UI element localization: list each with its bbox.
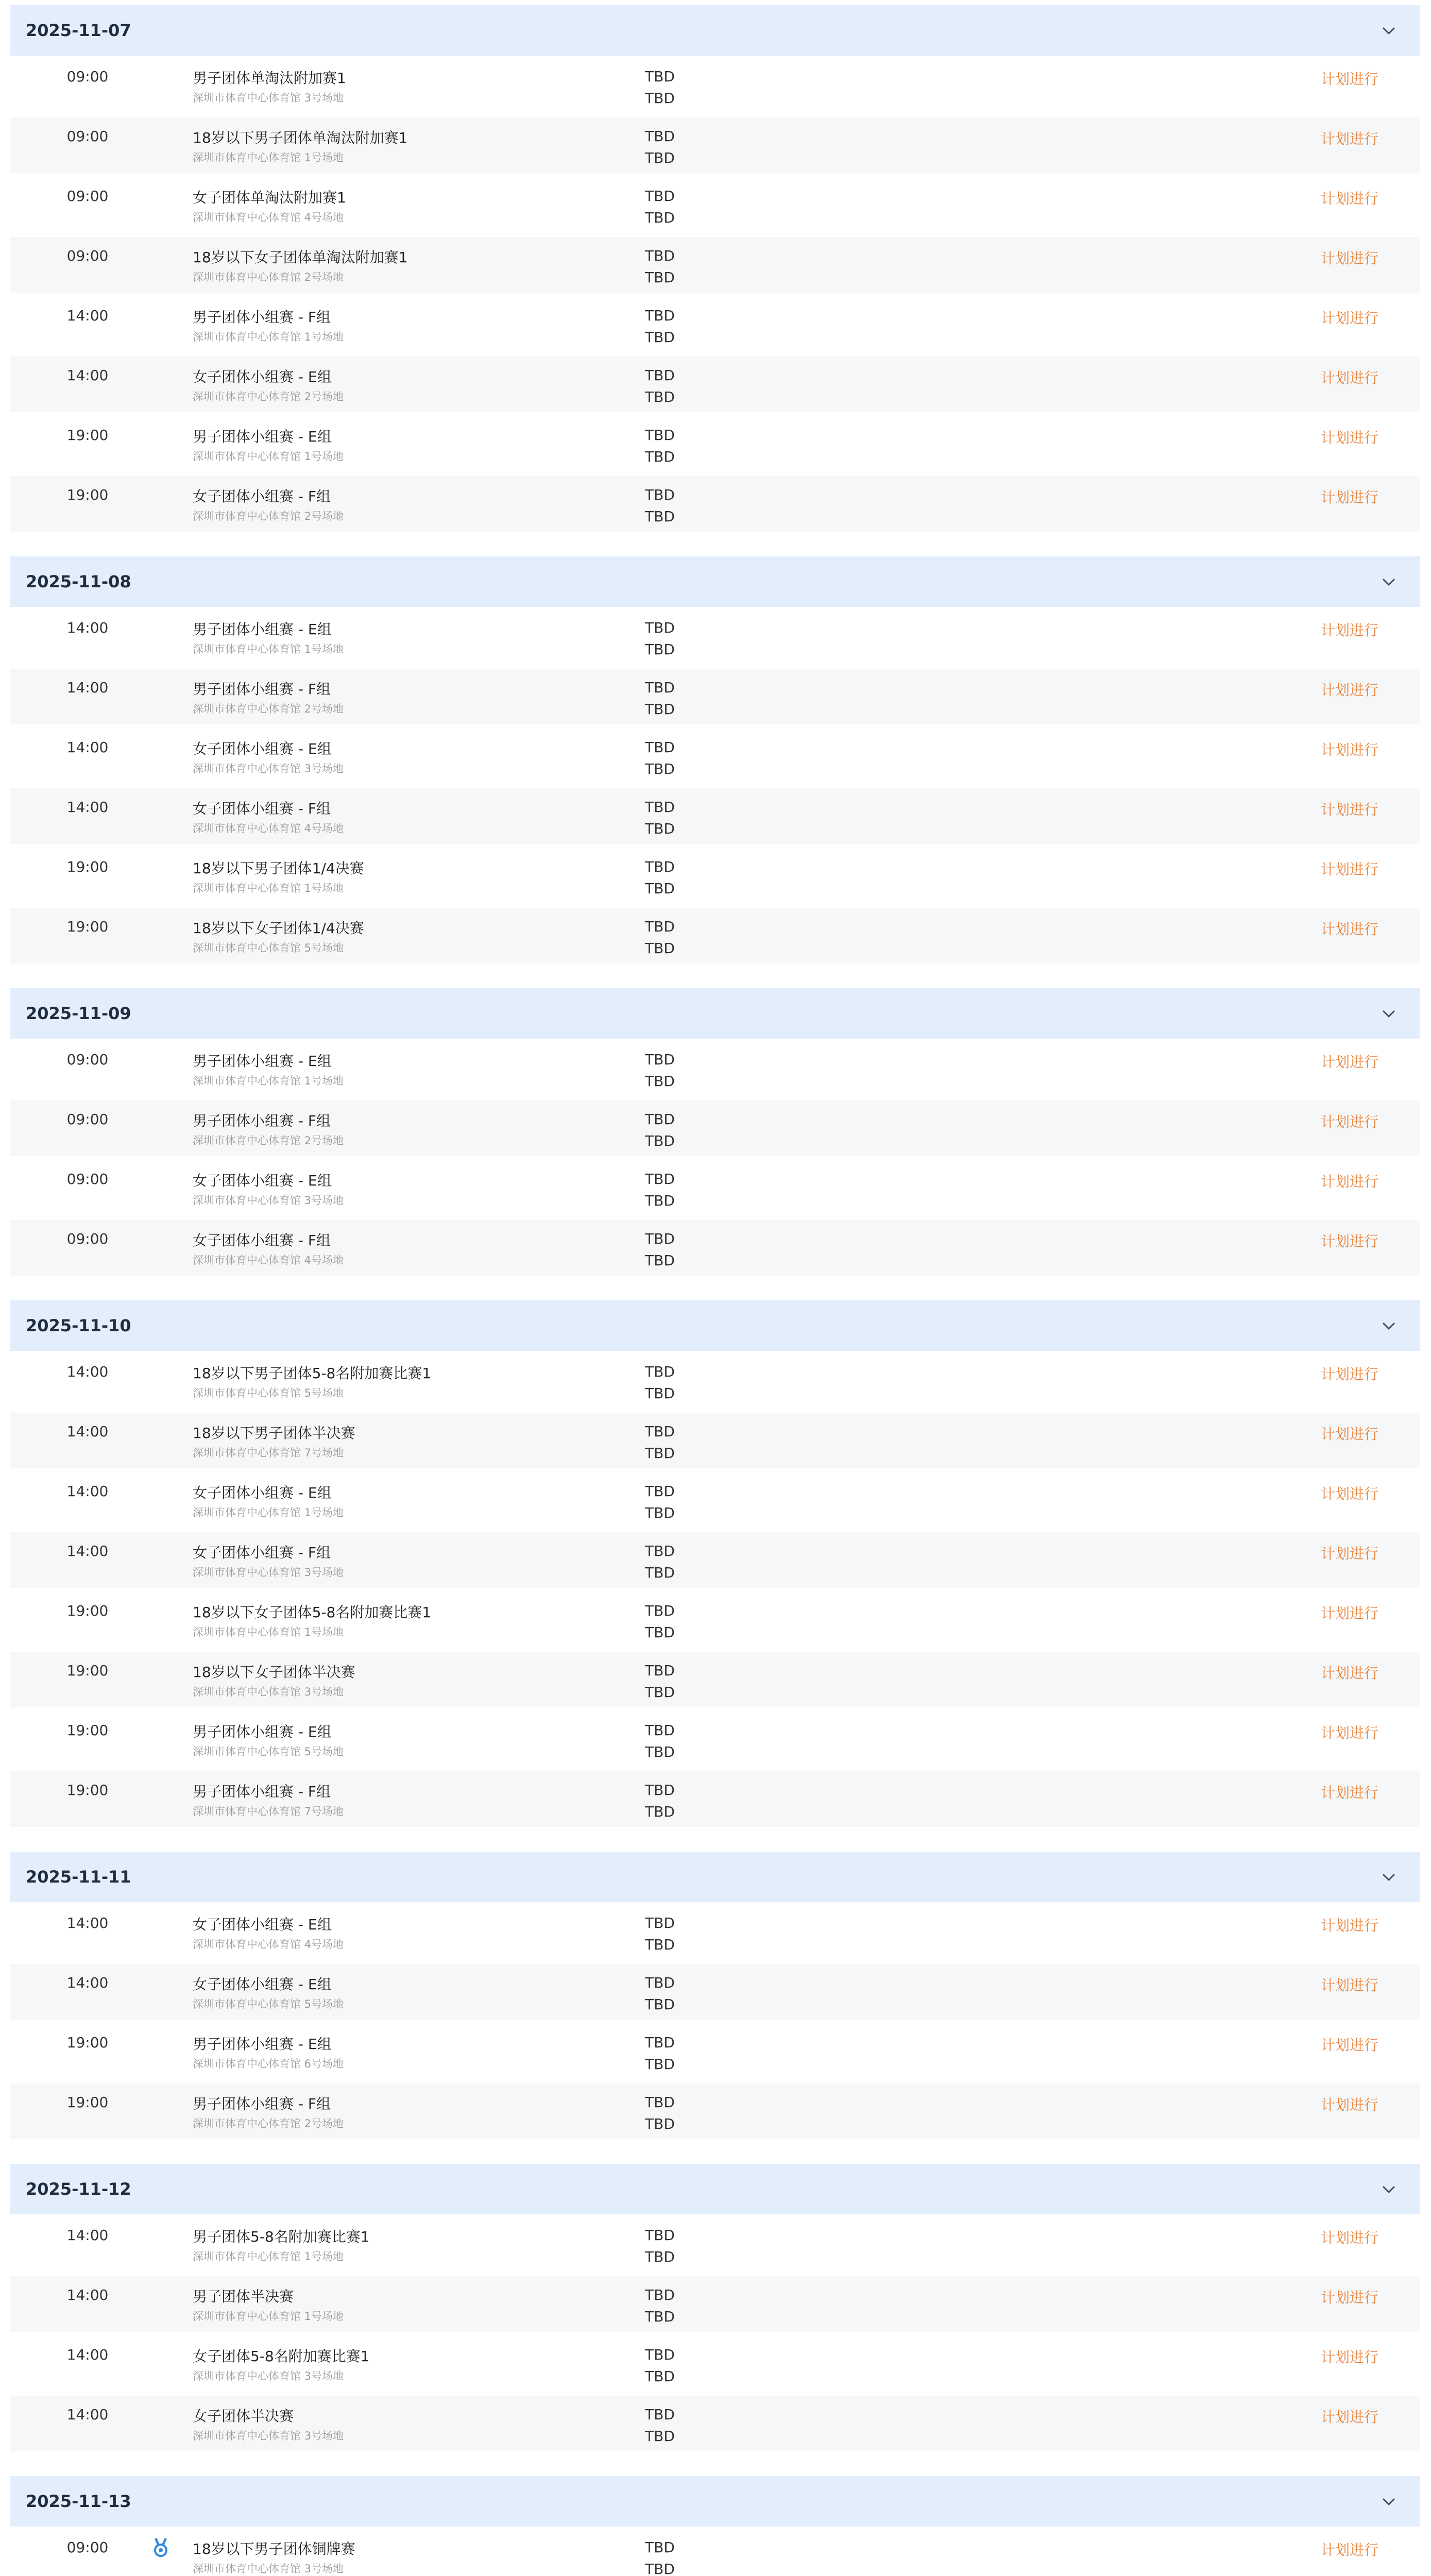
team-1: TBD <box>645 427 675 444</box>
match-row[interactable] <box>10 1472 1420 1528</box>
match-status: 计划进行 <box>1320 861 1378 878</box>
match-venue: 深圳市体育中心体育馆 3号场地 <box>193 2370 344 2382</box>
match-row[interactable] <box>10 1413 1420 1468</box>
match-row[interactable] <box>10 1353 1420 1409</box>
match-row[interactable] <box>10 1711 1420 1767</box>
match-status: 计划进行 <box>1320 801 1378 818</box>
match-time: 09:00 <box>66 2539 109 2556</box>
match-venue: 深圳市体育中心体育馆 2号场地 <box>193 703 344 715</box>
match-row[interactable] <box>10 1220 1420 1276</box>
section-date: 2025-11-10 <box>26 1316 131 1335</box>
match-title: 18岁以下女子团体5-8名附加赛比赛1 <box>193 1604 432 1621</box>
match-title: 男子团体小组赛 - F组 <box>193 681 331 698</box>
team-2: TBD <box>645 1936 675 1953</box>
team-1: TBD <box>645 1363 675 1380</box>
match-title: 18岁以下女子团体单淘汰附加赛1 <box>193 249 408 266</box>
match-status: 计划进行 <box>1320 1366 1378 1383</box>
team-2: TBD <box>645 90 675 107</box>
team-1: TBD <box>645 68 675 85</box>
team-2: TBD <box>645 149 675 166</box>
chevron-down-icon[interactable] <box>1378 1316 1399 1336</box>
team-1: TBD <box>645 2227 675 2244</box>
match-title: 18岁以下女子团体1/4决赛 <box>193 920 364 937</box>
team-2: TBD <box>645 388 675 405</box>
match-status: 计划进行 <box>1320 2289 1378 2306</box>
match-title: 男子团体小组赛 - E组 <box>193 1053 332 1070</box>
match-row[interactable] <box>10 237 1420 293</box>
match-row[interactable] <box>10 2396 1420 2451</box>
match-time: 14:00 <box>66 2346 109 2363</box>
section-date: 2025-11-07 <box>26 21 131 40</box>
date-section-header[interactable] <box>10 1300 1420 1351</box>
match-time: 14:00 <box>66 307 109 324</box>
match-status: 计划进行 <box>1320 1113 1378 1130</box>
match-venue: 深圳市体育中心体育馆 1号场地 <box>193 151 344 164</box>
section-date: 2025-11-12 <box>26 2179 131 2199</box>
match-status: 计划进行 <box>1320 1426 1378 1443</box>
team-2: TBD <box>645 1445 675 1462</box>
match-title: 男子团体小组赛 - F组 <box>193 1783 331 1800</box>
match-time: 14:00 <box>66 2406 109 2423</box>
match-time: 14:00 <box>66 367 109 384</box>
match-venue: 深圳市体育中心体育馆 3号场地 <box>193 1194 344 1207</box>
match-time: 19:00 <box>66 2094 109 2111</box>
team-1: TBD <box>645 2539 675 2556</box>
match-title: 女子团体小组赛 - E组 <box>193 368 332 385</box>
match-title: 18岁以下女子团体半决赛 <box>193 1664 355 1681</box>
team-2: TBD <box>645 641 675 658</box>
team-1: TBD <box>645 1051 675 1068</box>
match-row[interactable] <box>10 669 1420 724</box>
team-2: TBD <box>645 2368 675 2385</box>
match-status: 计划进行 <box>1320 310 1378 327</box>
chevron-down-icon[interactable] <box>1378 572 1399 592</box>
team-2: TBD <box>645 2561 675 2576</box>
team-2: TBD <box>645 1624 675 1641</box>
match-row[interactable] <box>10 476 1420 532</box>
date-section-header[interactable] <box>10 5 1420 56</box>
match-status: 计划进行 <box>1320 2409 1378 2426</box>
match-status: 计划进行 <box>1320 1665 1378 1682</box>
match-title: 女子团体小组赛 - E组 <box>193 740 332 757</box>
match-venue: 深圳市体育中心体育馆 3号场地 <box>193 1566 344 1579</box>
match-row[interactable] <box>10 788 1420 844</box>
match-title: 18岁以下男子团体单淘汰附加赛1 <box>193 129 408 146</box>
match-time: 19:00 <box>66 858 109 875</box>
match-time: 19:00 <box>66 1782 109 1799</box>
match-title: 女子团体小组赛 - F组 <box>193 1232 331 1249</box>
match-time: 19:00 <box>66 1722 109 1739</box>
match-row[interactable] <box>10 1041 1420 1096</box>
team-2: TBD <box>645 448 675 465</box>
match-time: 14:00 <box>66 1543 109 1560</box>
match-time: 09:00 <box>66 128 109 145</box>
match-row[interactable] <box>10 1904 1420 1960</box>
team-1: TBD <box>645 2094 675 2111</box>
match-title: 男子团体5-8名附加赛比赛1 <box>193 2228 370 2245</box>
match-row[interactable] <box>10 2336 1420 2392</box>
match-row[interactable] <box>10 1964 1420 2020</box>
match-time: 09:00 <box>66 1051 109 1068</box>
team-1: TBD <box>645 1662 675 1679</box>
match-row[interactable] <box>10 2529 1420 2576</box>
team-2: TBD <box>645 1192 675 1209</box>
match-row[interactable] <box>10 297 1420 352</box>
match-time: 14:00 <box>66 679 109 696</box>
match-time: 14:00 <box>66 1423 109 1440</box>
date-section-header[interactable] <box>10 556 1420 607</box>
chevron-down-icon[interactable] <box>1378 1867 1399 1888</box>
match-title: 女子团体小组赛 - E组 <box>193 1976 332 1993</box>
match-status: 计划进行 <box>1320 250 1378 267</box>
team-2: TBD <box>645 880 675 897</box>
match-time: 09:00 <box>66 188 109 205</box>
match-row[interactable] <box>10 1100 1420 1156</box>
match-venue: 深圳市体育中心体育馆 1号场地 <box>193 1626 344 1638</box>
team-1: TBD <box>645 679 675 696</box>
match-status: 计划进行 <box>1320 1054 1378 1071</box>
match-row[interactable] <box>10 357 1420 412</box>
team-1: TBD <box>645 1483 675 1500</box>
team-2: TBD <box>645 1996 675 2013</box>
team-1: TBD <box>645 486 675 503</box>
match-row[interactable] <box>10 416 1420 472</box>
match-venue: 深圳市体育中心体育馆 2号场地 <box>193 510 344 522</box>
match-status: 计划进行 <box>1320 130 1378 147</box>
match-title: 女子团体小组赛 - E组 <box>193 1172 332 1189</box>
match-title: 18岁以下男子团体5-8名附加赛比赛1 <box>193 1365 432 1382</box>
team-2: TBD <box>645 2248 675 2265</box>
match-status: 计划进行 <box>1320 1605 1378 1622</box>
match-venue: 深圳市体育中心体育馆 2号场地 <box>193 1134 344 1147</box>
match-status: 计划进行 <box>1320 2037 1378 2054</box>
match-status: 计划进行 <box>1320 429 1378 446</box>
team-1: TBD <box>645 2286 675 2303</box>
date-section-header[interactable] <box>10 1852 1420 1902</box>
match-venue: 深圳市体育中心体育馆 4号场地 <box>193 1938 344 1951</box>
match-row[interactable] <box>10 728 1420 784</box>
match-title: 女子团体小组赛 - E组 <box>193 1484 332 1501</box>
match-time: 09:00 <box>66 68 109 85</box>
match-time: 14:00 <box>66 2227 109 2244</box>
team-2: TBD <box>645 1252 675 1269</box>
match-time: 14:00 <box>66 1363 109 1380</box>
match-title: 女子团体小组赛 - E组 <box>193 1916 332 1933</box>
date-section-header[interactable] <box>10 2476 1420 2527</box>
match-venue: 深圳市体育中心体育馆 2号场地 <box>193 2117 344 2130</box>
team-1: TBD <box>645 1782 675 1799</box>
match-status: 计划进行 <box>1320 489 1378 506</box>
match-status: 计划进行 <box>1320 71 1378 88</box>
match-time: 09:00 <box>66 1230 109 1247</box>
section-date: 2025-11-08 <box>26 572 131 591</box>
team-1: TBD <box>645 2406 675 2423</box>
match-venue: 深圳市体育中心体育馆 3号场地 <box>193 2430 344 2442</box>
match-row[interactable] <box>10 908 1420 963</box>
section-date: 2025-11-09 <box>26 1004 131 1023</box>
match-status: 计划进行 <box>1320 2229 1378 2246</box>
team-1: TBD <box>645 1722 675 1739</box>
match-title: 男子团体半决赛 <box>193 2288 294 2305</box>
section-date: 2025-11-11 <box>26 1867 131 1887</box>
team-1: TBD <box>645 367 675 384</box>
match-venue: 深圳市体育中心体育馆 1号场地 <box>193 1075 344 1087</box>
match-status: 计划进行 <box>1320 1784 1378 1801</box>
match-venue: 深圳市体育中心体育馆 1号场地 <box>193 1506 344 1519</box>
team-1: TBD <box>645 1111 675 1128</box>
match-status: 计划进行 <box>1320 2349 1378 2366</box>
match-venue: 深圳市体育中心体育馆 1号场地 <box>193 450 344 463</box>
team-1: TBD <box>645 188 675 205</box>
match-time: 14:00 <box>66 2286 109 2303</box>
match-row[interactable] <box>10 1652 1420 1707</box>
team-2: TBD <box>645 329 675 346</box>
match-venue: 深圳市体育中心体育馆 5号场地 <box>193 1998 344 2010</box>
match-title: 18岁以下男子团体半决赛 <box>193 1425 355 1442</box>
match-venue: 深圳市体育中心体育馆 1号场地 <box>193 2310 344 2323</box>
team-1: TBD <box>645 739 675 756</box>
match-time: 09:00 <box>66 1111 109 1128</box>
team-1: TBD <box>645 307 675 324</box>
match-time: 14:00 <box>66 1483 109 1500</box>
match-title: 男子团体单淘汰附加赛1 <box>193 70 346 87</box>
match-venue: 深圳市体育中心体育馆 1号场地 <box>193 882 344 894</box>
team-1: TBD <box>645 2034 675 2051</box>
match-venue: 深圳市体育中心体育馆 3号场地 <box>193 92 344 104</box>
team-2: TBD <box>645 1073 675 1090</box>
match-venue: 深圳市体育中心体育馆 2号场地 <box>193 271 344 283</box>
team-1: TBD <box>645 1230 675 1247</box>
match-status: 计划进行 <box>1320 369 1378 386</box>
match-venue: 深圳市体育中心体育馆 1号场地 <box>193 643 344 655</box>
team-2: TBD <box>645 1743 675 1760</box>
match-venue: 深圳市体育中心体育馆 5号场地 <box>193 942 344 954</box>
match-row[interactable] <box>10 1771 1420 1827</box>
team-1: TBD <box>645 1974 675 1991</box>
team-2: TBD <box>645 1684 675 1701</box>
match-row[interactable] <box>10 1532 1420 1588</box>
match-status: 计划进行 <box>1320 622 1378 639</box>
match-time: 19:00 <box>66 2034 109 2051</box>
match-time: 14:00 <box>66 619 109 636</box>
match-title: 男子团体小组赛 - F组 <box>193 2095 331 2112</box>
chevron-down-icon[interactable] <box>1378 2179 1399 2200</box>
team-2: TBD <box>645 940 675 957</box>
match-status: 计划进行 <box>1320 1173 1378 1190</box>
match-row[interactable] <box>10 2276 1420 2332</box>
date-section-header[interactable] <box>10 2164 1420 2214</box>
match-time: 19:00 <box>66 918 109 935</box>
match-venue: 深圳市体育中心体育馆 4号场地 <box>193 822 344 835</box>
team-1: TBD <box>645 2346 675 2363</box>
team-2: TBD <box>645 209 675 226</box>
team-1: TBD <box>645 858 675 875</box>
match-status: 计划进行 <box>1320 1485 1378 1502</box>
team-2: TBD <box>645 1132 675 1149</box>
team-2: TBD <box>645 2428 675 2445</box>
chevron-down-icon[interactable] <box>1378 1004 1399 1024</box>
match-row[interactable] <box>10 2216 1420 2272</box>
chevron-down-icon[interactable] <box>1378 21 1399 41</box>
match-status: 计划进行 <box>1320 921 1378 938</box>
match-status: 计划进行 <box>1320 190 1378 207</box>
match-title: 女子团体小组赛 - F组 <box>193 488 331 505</box>
team-2: TBD <box>645 701 675 718</box>
match-title: 18岁以下男子团体1/4决赛 <box>193 860 364 877</box>
match-venue: 深圳市体育中心体育馆 7号场地 <box>193 1447 344 1459</box>
match-venue: 深圳市体育中心体育馆 3号场地 <box>193 2563 344 2575</box>
team-2: TBD <box>645 2308 675 2325</box>
match-row[interactable] <box>10 848 1420 904</box>
team-1: TBD <box>645 1602 675 1619</box>
team-1: TBD <box>645 619 675 636</box>
match-row[interactable] <box>10 1160 1420 1216</box>
match-status: 计划进行 <box>1320 1917 1378 1934</box>
match-title: 女子团体小组赛 - F组 <box>193 800 331 817</box>
match-title: 女子团体半决赛 <box>193 2408 294 2425</box>
match-title: 男子团体小组赛 - F组 <box>193 1112 331 1129</box>
team-2: TBD <box>645 820 675 837</box>
match-status: 计划进行 <box>1320 1724 1378 1741</box>
match-row[interactable] <box>10 117 1420 173</box>
match-venue: 深圳市体育中心体育馆 4号场地 <box>193 211 344 224</box>
match-title: 男子团体小组赛 - F组 <box>193 309 331 326</box>
match-row[interactable] <box>10 58 1420 113</box>
team-2: TBD <box>645 269 675 286</box>
chevron-down-icon[interactable] <box>1378 2492 1399 2512</box>
team-2: TBD <box>645 1385 675 1402</box>
match-time: 14:00 <box>66 1914 109 1931</box>
team-1: TBD <box>645 1171 675 1188</box>
match-venue: 深圳市体育中心体育馆 3号场地 <box>193 762 344 775</box>
team-1: TBD <box>645 1543 675 1560</box>
team-1: TBD <box>645 247 675 264</box>
date-section-header[interactable] <box>10 988 1420 1039</box>
team-1: TBD <box>645 799 675 816</box>
match-row[interactable] <box>10 609 1420 665</box>
match-title: 女子团体单淘汰附加赛1 <box>193 189 346 206</box>
team-2: TBD <box>645 2115 675 2132</box>
team-2: TBD <box>645 1504 675 1521</box>
match-title: 男子团体小组赛 - E组 <box>193 1723 332 1740</box>
match-venue: 深圳市体育中心体育馆 7号场地 <box>193 1805 344 1818</box>
match-venue: 深圳市体育中心体育馆 2号场地 <box>193 391 344 403</box>
match-title: 男子团体小组赛 - E组 <box>193 2036 332 2053</box>
match-status: 计划进行 <box>1320 1977 1378 1994</box>
match-status: 计划进行 <box>1320 741 1378 758</box>
match-time: 19:00 <box>66 1662 109 1679</box>
match-venue: 深圳市体育中心体育馆 3号场地 <box>193 1686 344 1698</box>
team-2: TBD <box>645 2056 675 2073</box>
match-status: 计划进行 <box>1320 2541 1378 2558</box>
match-row[interactable] <box>10 1592 1420 1648</box>
team-2: TBD <box>645 760 675 777</box>
team-2: TBD <box>645 1564 675 1581</box>
match-time: 14:00 <box>66 739 109 756</box>
match-status: 计划进行 <box>1320 682 1378 699</box>
match-venue: 深圳市体育中心体育馆 4号场地 <box>193 1254 344 1266</box>
team-1: TBD <box>645 1914 675 1931</box>
match-time: 09:00 <box>66 1171 109 1188</box>
match-time: 14:00 <box>66 799 109 816</box>
match-status: 计划进行 <box>1320 1233 1378 1250</box>
match-time: 14:00 <box>66 1974 109 1991</box>
match-venue: 深圳市体育中心体育馆 6号场地 <box>193 2058 344 2070</box>
match-row[interactable] <box>10 2024 1420 2079</box>
match-status: 计划进行 <box>1320 2096 1378 2113</box>
match-title: 女子团体5-8名附加赛比赛1 <box>193 2348 370 2365</box>
team-2: TBD <box>645 1803 675 1820</box>
match-title: 女子团体小组赛 - F组 <box>193 1544 331 1561</box>
section-date: 2025-11-13 <box>26 2492 131 2511</box>
match-venue: 深圳市体育中心体育馆 5号场地 <box>193 1745 344 1758</box>
match-venue: 深圳市体育中心体育馆 1号场地 <box>193 2250 344 2263</box>
match-status: 计划进行 <box>1320 1545 1378 1562</box>
match-time: 19:00 <box>66 1602 109 1619</box>
match-row[interactable] <box>10 177 1420 233</box>
match-time: 19:00 <box>66 427 109 444</box>
match-title: 男子团体小组赛 - E组 <box>193 428 332 445</box>
team-2: TBD <box>645 508 675 525</box>
match-venue: 深圳市体育中心体育馆 5号场地 <box>193 1387 344 1399</box>
match-title: 18岁以下男子团体铜牌赛 <box>193 2540 355 2557</box>
team-1: TBD <box>645 1423 675 1440</box>
match-row[interactable] <box>10 2083 1420 2139</box>
medal-icon <box>150 2537 171 2557</box>
match-time: 19:00 <box>66 486 109 503</box>
match-venue: 深圳市体育中心体育馆 1号场地 <box>193 331 344 343</box>
match-time: 09:00 <box>66 247 109 264</box>
team-1: TBD <box>645 918 675 935</box>
match-title: 男子团体小组赛 - E组 <box>193 621 332 638</box>
team-1: TBD <box>645 128 675 145</box>
